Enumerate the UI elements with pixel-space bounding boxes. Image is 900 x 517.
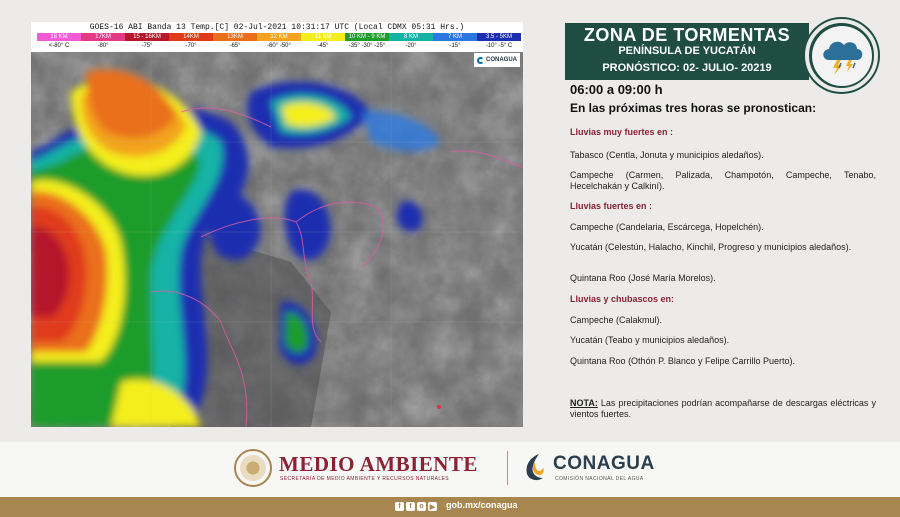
state-name: Yucatán [570, 242, 603, 252]
heading-strong-rain: Lluvias fuertes en : [570, 201, 653, 211]
forecast-item [570, 170, 876, 192]
scale-altitude-label: 15 - 16KM [125, 33, 169, 41]
storm-badge [805, 19, 878, 92]
temperature-scale [37, 33, 521, 51]
government-seal-icon [234, 449, 272, 487]
forecast-item [570, 315, 876, 326]
scale-temp-label: -20° [405, 43, 417, 49]
scale-segment [477, 33, 521, 51]
scale-altitude-label: 13KM [213, 33, 257, 41]
scale-altitude-label: 11 KM [301, 33, 345, 41]
logo-divider [507, 451, 508, 485]
places: (José María Morelos). [628, 273, 716, 283]
forecast-item [570, 242, 876, 253]
youtube-icon[interactable]: ▶ [429, 503, 436, 511]
scale-temp-label: -75° [141, 43, 153, 49]
scale-temp-label: <-80° C [48, 43, 70, 49]
scale-temp-label: -70° [185, 43, 197, 49]
scale-altitude-label: 3.5 - 5KM [477, 33, 521, 41]
scale-altitude-label: 18 KM [37, 33, 81, 41]
conagua-watermark-logo [474, 53, 520, 67]
scale-segment [389, 33, 433, 51]
scale-temp-label: -60° -50° [267, 43, 291, 49]
places: (Othón P. Blanco y Felipe Carrillo Puerto). [628, 356, 795, 366]
medio-ambiente-logo-text: MEDIO AMBIENTE [279, 452, 478, 476]
scale-temp-label: -80° [97, 43, 109, 49]
forecast-item [570, 356, 876, 367]
scale-segment [257, 33, 301, 51]
scale-altitude-label: 14KM [169, 33, 213, 41]
scale-segment [213, 33, 257, 51]
banner-subtitle: PENÍNSULA DE YUCATÁN [618, 45, 756, 57]
instagram-icon[interactable]: o [417, 502, 426, 511]
state-name: Tabasco [570, 150, 604, 160]
places: (Carmen, Palizada, Champotón, Campeche, Tenabo, Hecelchakán y Calkiní). [570, 170, 876, 191]
scale-altitude-label: 8 KM [389, 33, 433, 41]
scale-segment [169, 33, 213, 51]
scale-temp-label: -35° -30° -25° [348, 43, 386, 49]
conagua-watermark-text: CONAGUA [486, 57, 517, 63]
places: (Candelaria, Escárcega, Hopelchén). [616, 222, 764, 232]
website-link[interactable]: gob.mx/conagua [446, 500, 518, 510]
banner-title: ZONA DE TORMENTAS [583, 25, 791, 45]
storm-cloud-icon [819, 36, 865, 76]
forecast-item [570, 273, 876, 284]
satellite-imagery [31, 52, 523, 427]
scale-altitude-label: 12 KM [257, 33, 301, 41]
forecast-note [570, 398, 876, 420]
medio-ambiente-subtitle: SECRETARÍA DE MEDIO AMBIENTE Y RECURSOS NATURALES [280, 476, 449, 482]
scale-segment [433, 33, 477, 51]
scale-altitude-label: 10 KM - 9 KM [345, 33, 389, 41]
scale-segment [345, 33, 389, 51]
satellite-image [31, 52, 523, 427]
scale-segment [81, 33, 125, 51]
scale-temp-label: -45° [317, 43, 329, 49]
forecast-item [570, 222, 876, 233]
scale-temp-label: -15° [449, 43, 461, 49]
scale-altitude-label: 7 KM [433, 33, 477, 41]
state-name: Quintana Roo [570, 273, 626, 283]
twitter-icon[interactable]: t [406, 502, 415, 511]
conagua-logo-icon [521, 452, 549, 482]
places: (Celestún, Halacho, Kinchil, Progreso y municipios aledaños). [605, 242, 852, 252]
conagua-logo-text: CONAGUA [553, 453, 655, 474]
banner-forecast-date: PRONÓSTICO: 02- JULIO- 20219 [602, 62, 772, 74]
places: (Centla, Jonuta y municipios aledaños). [606, 150, 764, 160]
note-label: NOTA: [570, 398, 598, 408]
heading-very-strong-rain: Lluvias muy fuertes en : [570, 127, 674, 137]
satellite-title: GOES-16 ABI Banda 13 Temp.[C] 02-Jul-2021 10:31:17 UTC (Local CDMX 05:31 Hrs.) [89, 23, 465, 32]
state-name: Quintana Roo [570, 356, 626, 366]
forecast-time: 06:00 a 09:00 h [570, 82, 663, 97]
state-name: Campeche [570, 315, 614, 325]
forecast-intro: En las próximas tres horas se pronostican: [570, 101, 817, 115]
state-name: Yucatán [570, 335, 603, 345]
conagua-drop-icon [477, 57, 484, 64]
satellite-panel [31, 22, 523, 427]
scale-segment [37, 33, 81, 51]
scale-temp-label: -10° -5° C [485, 43, 513, 49]
note-text: Las precipitaciones podrían acompañarse de descargas eléctricas y vientos fuertes. [570, 398, 876, 419]
forecast-item [570, 335, 876, 346]
scale-segment [125, 33, 169, 51]
places: (Calakmul). [616, 315, 663, 325]
facebook-icon[interactable]: f [395, 502, 404, 511]
scale-temp-label: -65° [229, 43, 241, 49]
scale-altitude-label: 17KM [81, 33, 125, 41]
social-icons [395, 502, 437, 511]
state-name: Campeche [570, 170, 614, 180]
scale-segment [301, 33, 345, 51]
conagua-subtitle: COMISIÓN NACIONAL DEL AGUA [555, 476, 644, 482]
title-banner [565, 23, 809, 80]
state-name: Campeche [570, 222, 614, 232]
places: (Teabo y municipios aledaños). [605, 335, 730, 345]
heading-showers: Lluvias y chubascos en: [570, 294, 675, 304]
forecast-item [570, 150, 876, 161]
